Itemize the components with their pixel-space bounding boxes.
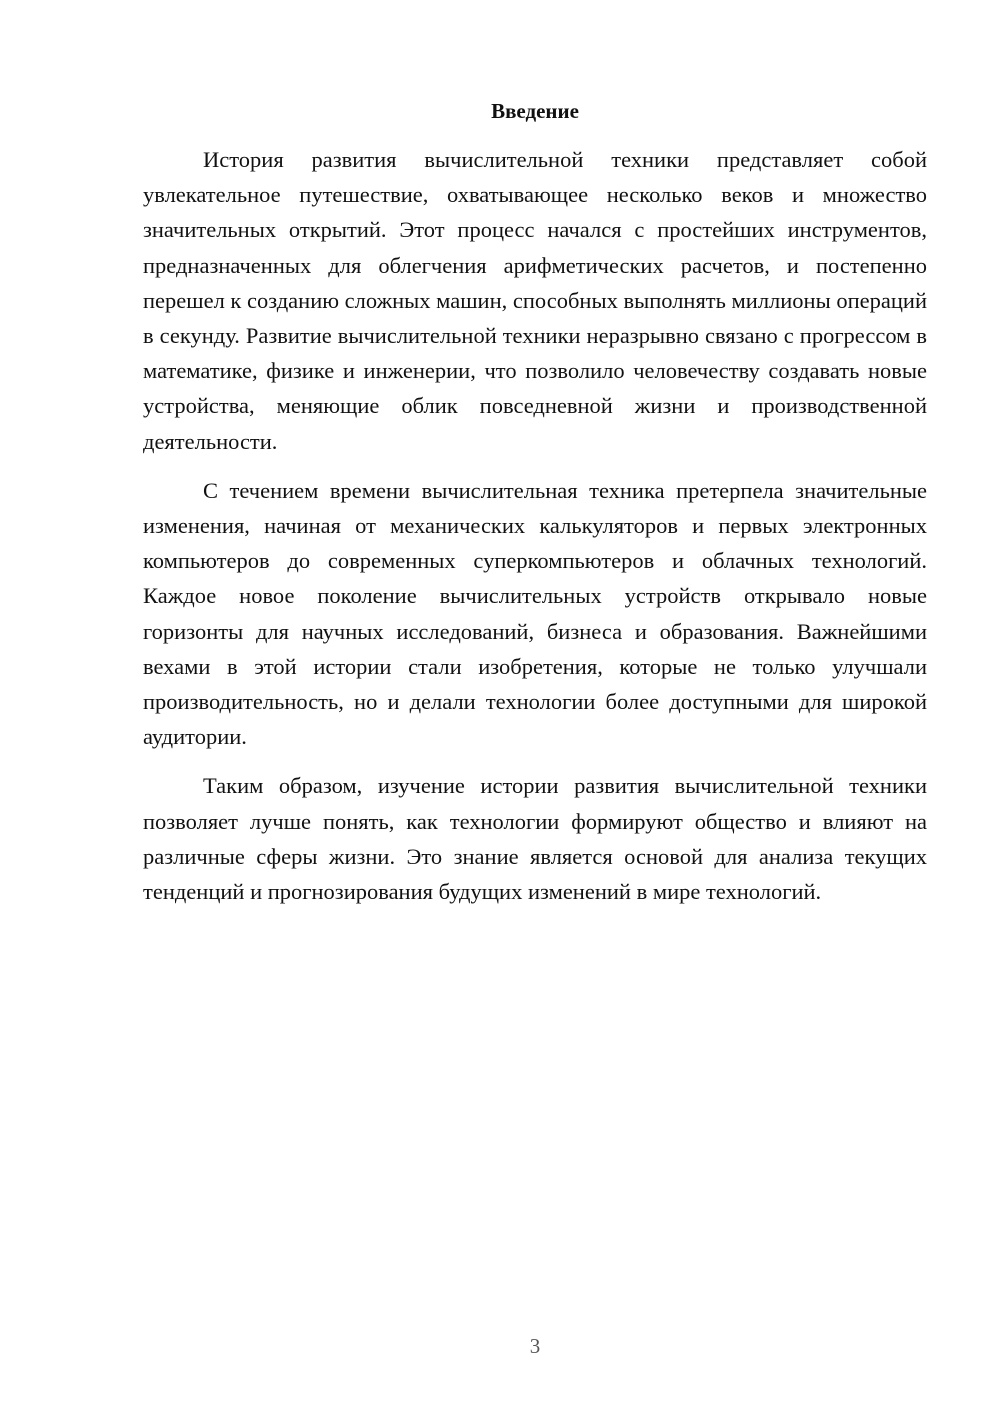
section-heading: Введение	[491, 99, 579, 123]
paragraph-3: Таким образом, изучение истории развития вычислительной техники позволяет лучше понять, как технологии формируют общество и влияют на различные сферы жизни. Это знание является основой для анализа текущих тенденций и прогнозирования будущих изменений в мире технологий.	[143, 773, 927, 905]
paragraph-1: История развития вычислительной техники представляет собой увлекательное путешествие, охватывающее несколько веков и множество значительных открытий. Этот процесс начался с простейших инструментов, предназначенных для облегчения арифметических расчетов, и постепенно перешел к созданию сложных машин, способных выполнять миллионы операций в секунду. Развитие вычислительной техники неразрывно связано с прогрессом в математике, физике и инженерии, что позволило человечеству создавать новые устройства, меняющие облик повседневной жизни и производственной деятельности.	[143, 147, 927, 454]
body-text	[143, 142, 927, 923]
paragraph-2: С течением времени вычислительная техника претерпела значительные изменения, начиная от механических калькуляторов и первых электронных компьютеров до современных суперкомпьютеров и облачных технологий. Каждое новое поколение вычислительных устройств открывало новые горизонты для научных исследований, бизнеса и образования. Важнейшими вехами в этой истории стали изобретения, которые не только улучшали производительность, но и делали технологии более доступными для широкой аудитории.	[143, 477, 927, 750]
page-number: 3	[529, 1334, 541, 1358]
